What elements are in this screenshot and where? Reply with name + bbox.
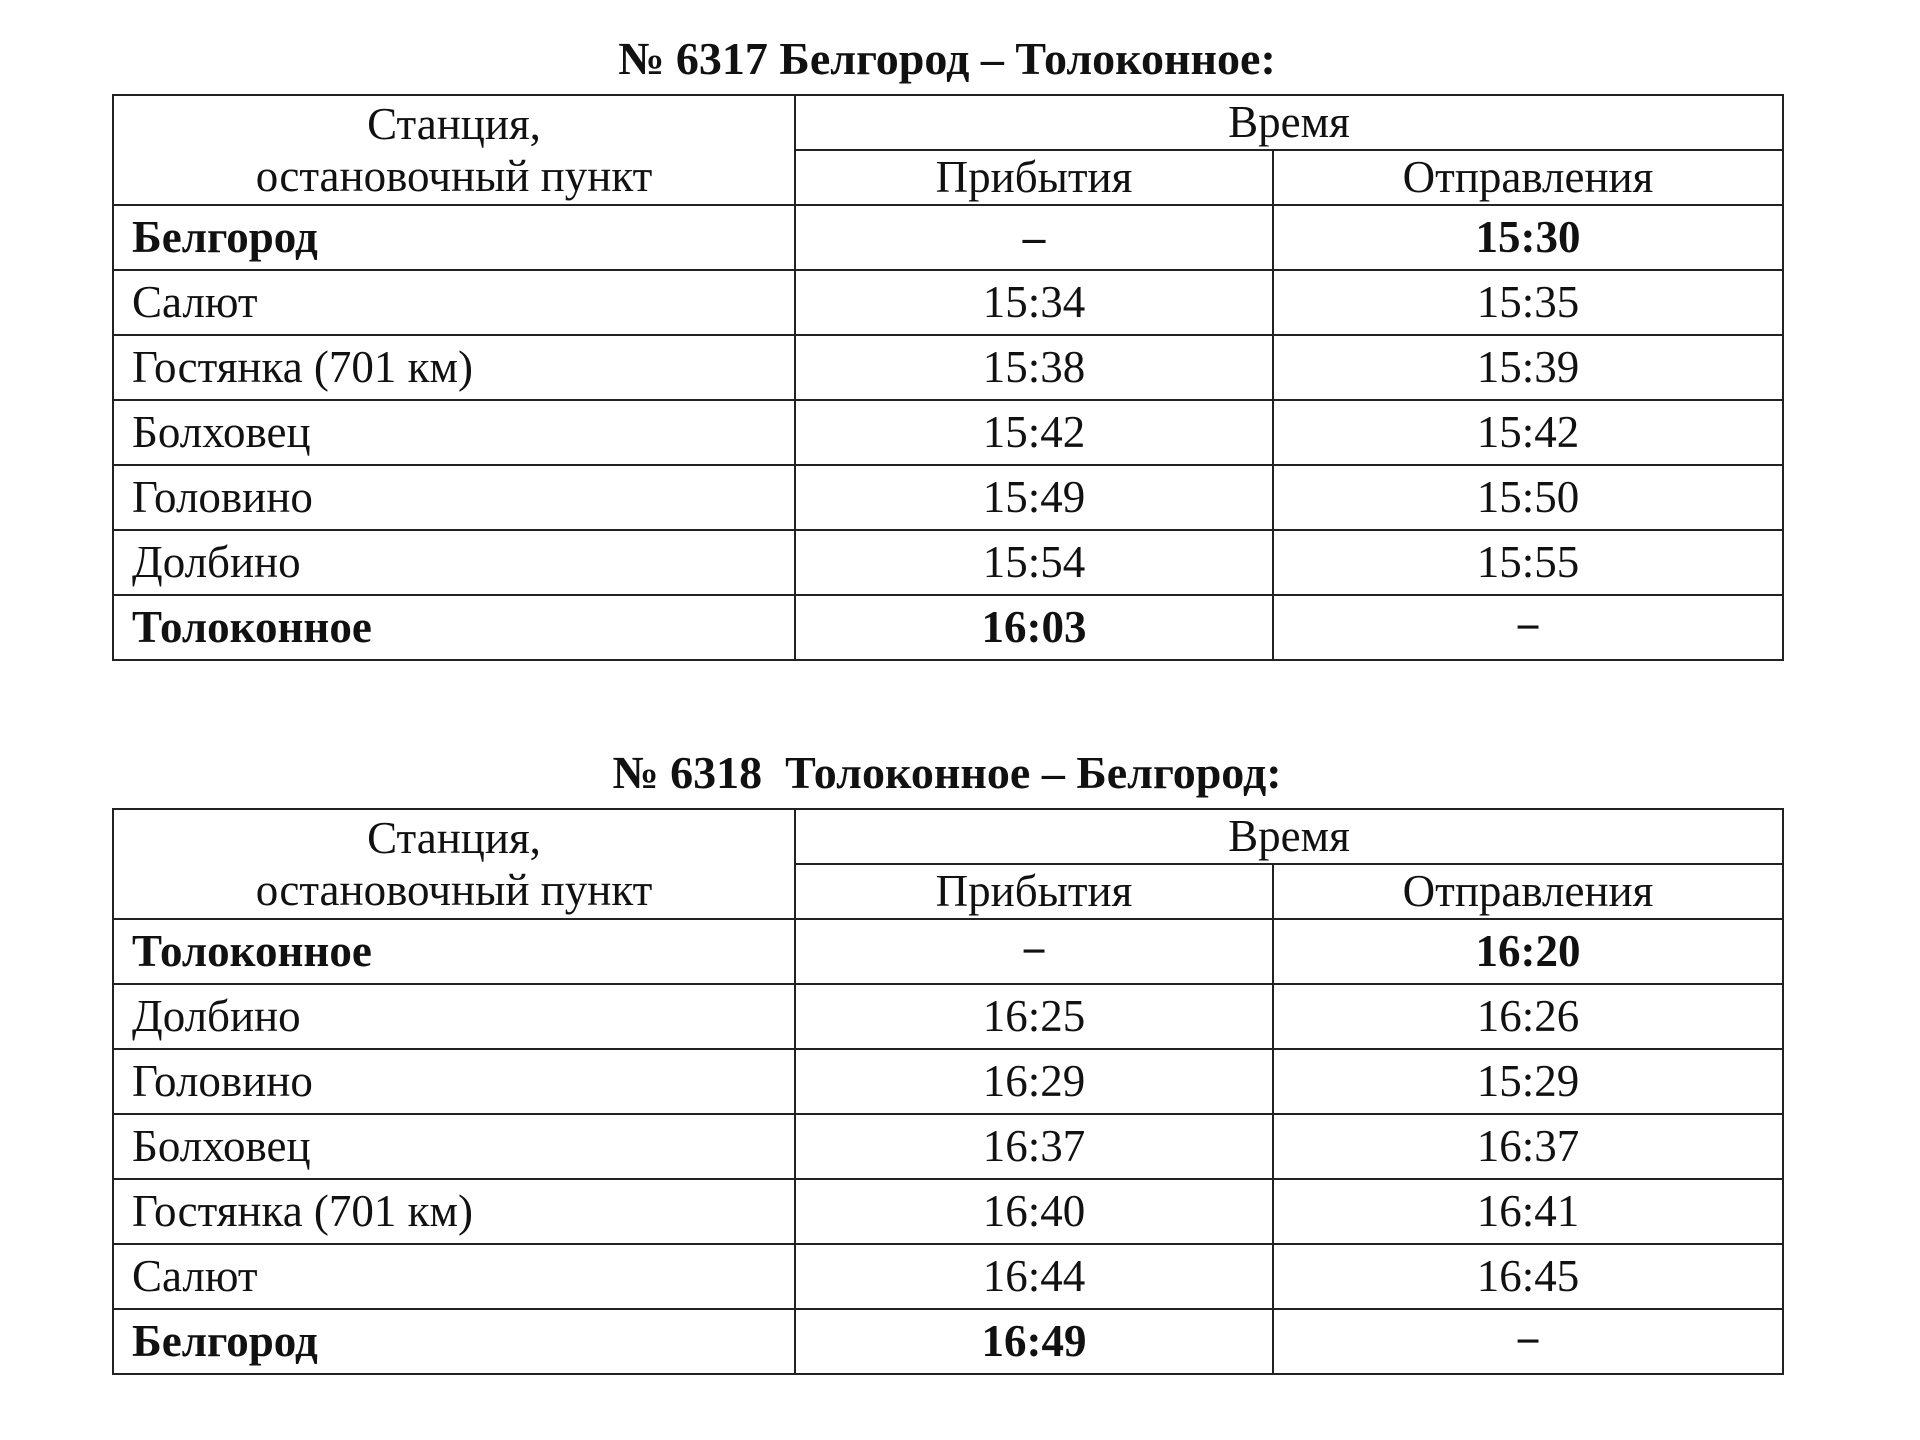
departure-time-cell: 15:39	[1273, 335, 1783, 400]
station-cell: Головино	[113, 1049, 795, 1114]
table-row	[113, 1049, 1783, 1114]
table-row	[113, 1179, 1783, 1244]
station-column-header: Станция, остановочный пункт	[113, 95, 795, 205]
arrival-time-cell: 16:25	[795, 984, 1273, 1049]
arrival-time-cell: 16:44	[795, 1244, 1273, 1309]
table-row	[113, 335, 1783, 400]
arrival-time-cell: 15:49	[795, 465, 1273, 530]
table-row	[113, 1309, 1783, 1374]
time-column-header: Время	[795, 809, 1783, 864]
departure-column-header: Отправления	[1273, 150, 1783, 205]
station-cell: Головино	[113, 465, 795, 530]
schedule-title: № 6318 Толоконное – Белгород:	[612, 747, 1282, 798]
station-cell: Салют	[113, 270, 795, 335]
arrival-time-cell: 16:03	[795, 595, 1273, 660]
arrival-time-cell: 15:42	[795, 400, 1273, 465]
station-cell: Гостянка (701 км)	[113, 335, 795, 400]
timetable-body	[113, 919, 1783, 1374]
table-row	[113, 205, 1783, 270]
station-cell: Долбино	[113, 984, 795, 1049]
arrival-time-cell: −	[795, 919, 1273, 984]
arrival-time-cell: 16:37	[795, 1114, 1273, 1179]
station-cell: Гостянка (701 км)	[113, 1179, 795, 1244]
departure-time-cell: 15:29	[1273, 1049, 1783, 1114]
table-row	[113, 919, 1783, 984]
arrival-time-cell: 16:49	[795, 1309, 1273, 1374]
table-row	[113, 530, 1783, 595]
departure-column-header: Отправления	[1273, 864, 1783, 919]
departure-time-cell: 16:26	[1273, 984, 1783, 1049]
arrival-time-cell: 15:38	[795, 335, 1273, 400]
departure-time-cell: 15:55	[1273, 530, 1783, 595]
table-row	[113, 984, 1783, 1049]
departure-time-cell: −	[1273, 595, 1783, 660]
departure-time-cell: 15:30	[1273, 205, 1783, 270]
departure-time-cell: 16:41	[1273, 1179, 1783, 1244]
table-row	[113, 595, 1783, 660]
station-cell: Толоконное	[113, 919, 795, 984]
station-cell: Толоконное	[113, 595, 795, 660]
station-cell: Болховец	[113, 1114, 795, 1179]
arrival-column-header: Прибытия	[795, 864, 1273, 919]
timetable	[112, 94, 1784, 661]
station-cell: Долбино	[113, 530, 795, 595]
arrival-time-cell: 15:34	[795, 270, 1273, 335]
station-column-header: Станция, остановочный пункт	[113, 809, 795, 919]
departure-time-cell: 15:42	[1273, 400, 1783, 465]
table-row	[113, 400, 1783, 465]
arrival-time-cell: 16:29	[795, 1049, 1273, 1114]
departure-time-cell: 15:50	[1273, 465, 1783, 530]
time-column-header: Время	[795, 95, 1783, 150]
station-cell: Белгород	[113, 1309, 795, 1374]
station-cell: Болховец	[113, 400, 795, 465]
departure-time-cell: 16:37	[1273, 1114, 1783, 1179]
table-row	[113, 1244, 1783, 1309]
arrival-time-cell: –	[795, 205, 1273, 270]
timetable	[112, 808, 1784, 1375]
table-row	[113, 270, 1783, 335]
arrival-column-header: Прибытия	[795, 150, 1273, 205]
departure-time-cell: 15:35	[1273, 270, 1783, 335]
table-row	[113, 465, 1783, 530]
departure-time-cell: 16:45	[1273, 1244, 1783, 1309]
arrival-time-cell: 16:40	[795, 1179, 1273, 1244]
departure-time-cell: 16:20	[1273, 919, 1783, 984]
station-cell: Салют	[113, 1244, 795, 1309]
train-6317-schedule	[112, 24, 1782, 661]
timetable-body	[113, 205, 1783, 660]
schedule-title: № 6317 Белгород – Толоконное:	[618, 33, 1276, 84]
station-cell: Белгород	[113, 205, 795, 270]
departure-time-cell: −	[1273, 1309, 1783, 1374]
arrival-time-cell: 15:54	[795, 530, 1273, 595]
train-6318-schedule	[112, 738, 1782, 1375]
table-row	[113, 1114, 1783, 1179]
